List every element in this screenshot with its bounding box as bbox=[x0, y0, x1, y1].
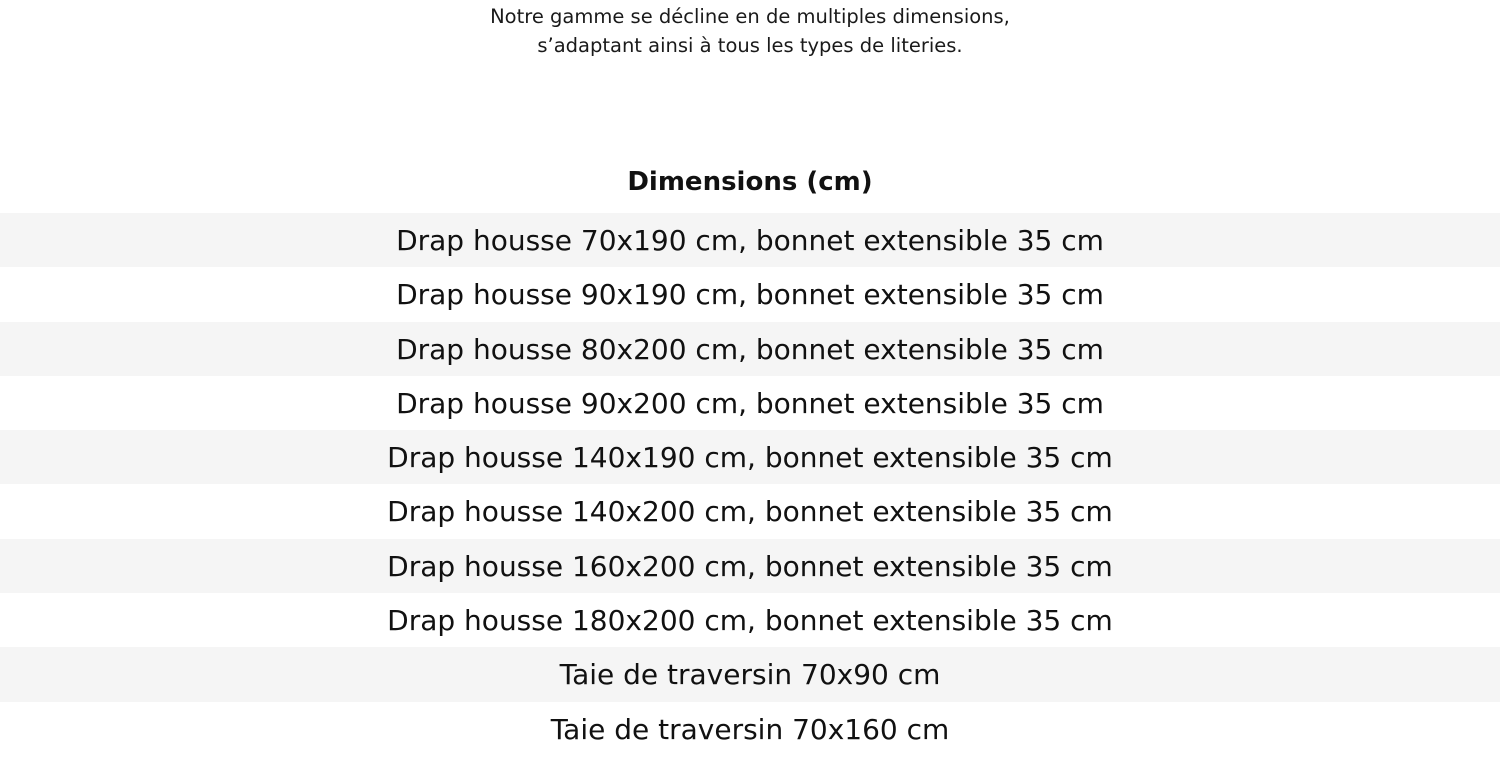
intro-line-2: s’adaptant ainsi à tous les types de literies. bbox=[537, 34, 963, 57]
dimensions-table-header: Dimensions (cm) bbox=[627, 167, 873, 197]
table-row: Drap housse 80x200 cm, bonnet extensible 35 cm bbox=[0, 322, 1500, 376]
table-row: Drap housse 90x200 cm, bonnet extensible 35 cm bbox=[0, 376, 1500, 430]
table-row: Drap housse 70x190 cm, bonnet extensible 35 cm bbox=[0, 213, 1500, 267]
intro-line-1: Notre gamme se décline en de multiples dimensions, bbox=[490, 5, 1010, 28]
table-row: Drap housse 90x190 cm, bonnet extensible 35 cm bbox=[0, 267, 1500, 321]
table-row: Drap housse 180x200 cm, bonnet extensible 35 cm bbox=[0, 593, 1500, 647]
intro-text bbox=[0, 2, 1500, 60]
table-row: Drap housse 140x190 cm, bonnet extensible 35 cm bbox=[0, 430, 1500, 484]
table-row: Taie de traversin 70x90 cm bbox=[0, 647, 1500, 701]
dimensions-table bbox=[0, 213, 1500, 756]
table-row: Drap housse 160x200 cm, bonnet extensible 35 cm bbox=[0, 539, 1500, 593]
table-row: Drap housse 140x200 cm, bonnet extensible 35 cm bbox=[0, 484, 1500, 538]
table-row: Taie de traversin 70x160 cm bbox=[0, 702, 1500, 756]
